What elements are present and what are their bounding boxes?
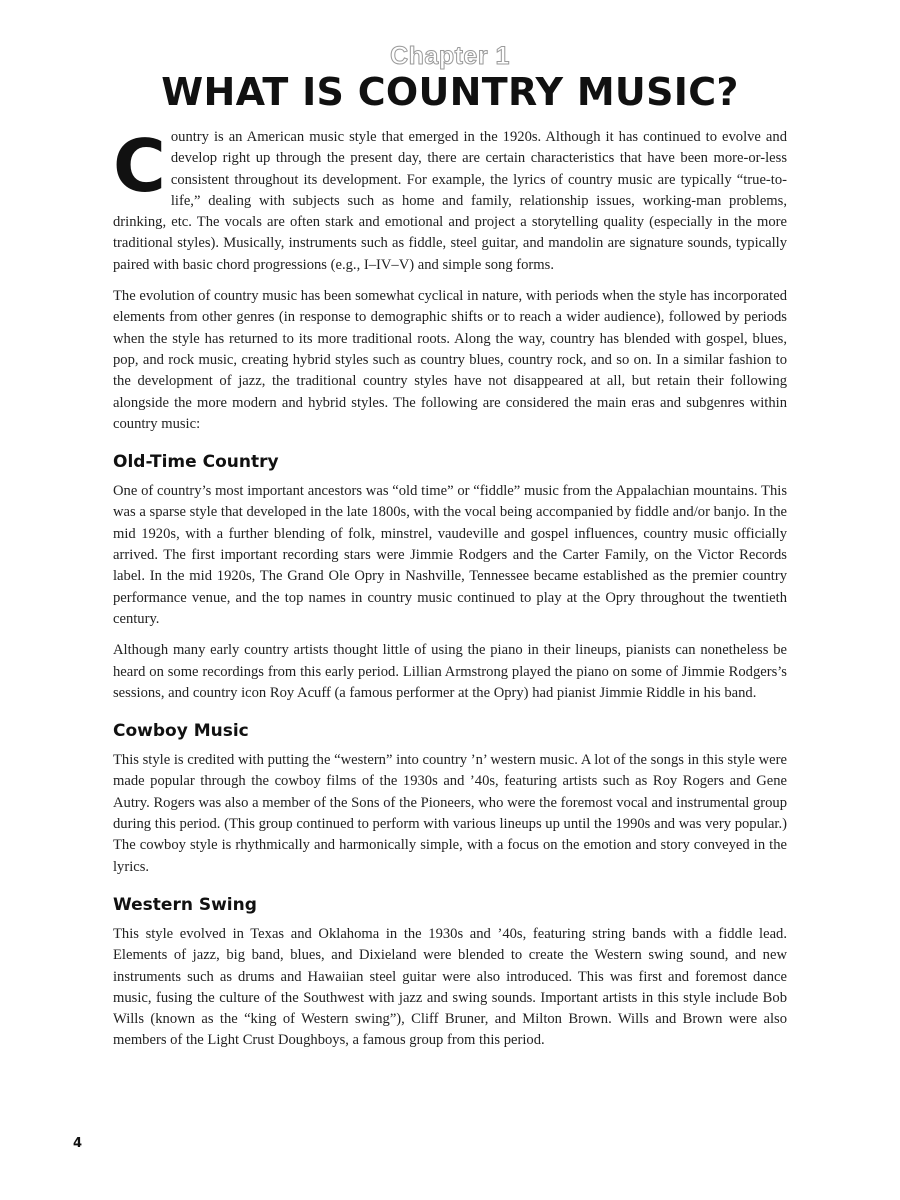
old-time-paragraph-2: Although many early country artists thought little of using the piano in their lineups, pianists can nonetheless be heard on some recordings from this early period. Lillian Armstrong played the piano on some of Jimmie Rodgers’s sessions, and country icon Roy Acuff (a famous performer at the Opry) had pianist Jimmie Riddle in his band. [113,642,787,701]
old-time-paragraph-1: One of country’s most important ancestors was “old time” or “fiddle” music from the Appalachian mountains. This was a sparse style that developed in the late 1800s, with the vocal being accompanied by fiddle and/or banjo. In the mid 1920s, with a further blending of folk, minstrel, vaudeville and gospel influences, country music officially arrived. The first important recording stars were Jimmie Rodgers and the Carter Family, on the Victor Records label. In the mid 1920s, The Grand Ole Opry in Nashville, Tennessee became established as the premier country performance venue, and the top names in country music continued to play at the Opry throughout the twentieth century. [113,483,787,627]
intro-paragraph-2: The evolution of country music has been somewhat cyclical in nature, with periods when the style has incorporated elements from other genres (in response to demographic shifts or to reach a wider audience), followed by periods when the style has returned to its more traditional roots. Along the way, country has blended with gospel, blues, pop, and rock music, creating hybrid styles such as country blues, country rock, and so on. In a similar fashion to the development of jazz, the traditional country styles have not disappeared at all, but retain their following alongside the more modern and hybrid styles. The following are considered the main eras and subgenres within country music: [113,288,787,432]
cowboy-paragraph-1: This style is credited with putting the “western” into country ’n’ western music. A lot of the songs in this style were made popular through the cowboy films of the 1930s and ’40s, featuring artists such as Roy Rogers and Gene Autry. Rogers was also a member of the Sons of the Pioneers, who were the foremost vocal and instrumental group during this period. (This group continued to perform with various lineups up until the 1990s and was very popular.) The cowboy style is rhythmically and harmonically simple, with a focus on the emotion and story conveyed in the lyrics. [113,752,787,875]
section-heading-old-time-country: Old-Time Country [113,452,279,473]
western-swing-paragraph-1: This style evolved in Texas and Oklahoma in the 1930s and ’40s, featuring string bands with a fiddle lead. Elements of jazz, big band, blues, and Dixieland were blended to create the Western swing sound, and new instruments such as drums and Hawaiian steel guitar were also introduced. This was first and foremost dance music, fusing the culture of the Southwest with jazz and swing sounds. Important artists in this style include Bob Wills (known as the “king of Western swing”), Cliff Bruner, and Milton Brown. Wills and Brown were also members of the Light Crust Doughboys, a famous group from this period. [113,925,787,1049]
drop-cap: C [113,124,166,208]
chapter-title: WHAT IS COUNTRY MUSIC? [161,70,739,114]
intro-paragraph-1-text: ountry is an American music style that emerged in the 1920s. Although it has continued to evolve and develop right up through the present day, there are certain characteristics that have been more-or-less consistent throughout its development. For example, the lyrics of country music are typically “true-to-life,” dealing with subjects such as home and family, relationship issues, working-man problems, drinking, etc. The vocals are often stark and emotional and project a storytelling quality (especially in the more traditional styles). Musically, instruments such as fiddle, steel guitar, and mandolin are signature sounds, typically paired with basic chord progressions (e.g., I–IV–V) and simple song forms. [113,129,787,273]
section-heading-western-swing: Western Swing [113,894,257,915]
page-body [113,124,787,1062]
section-heading-cowboy-music: Cowboy Music [113,721,249,742]
chapter-label: Chapter 1 [390,42,510,70]
intro-paragraph-1 [113,124,787,276]
page-number: 4 [73,1136,83,1151]
